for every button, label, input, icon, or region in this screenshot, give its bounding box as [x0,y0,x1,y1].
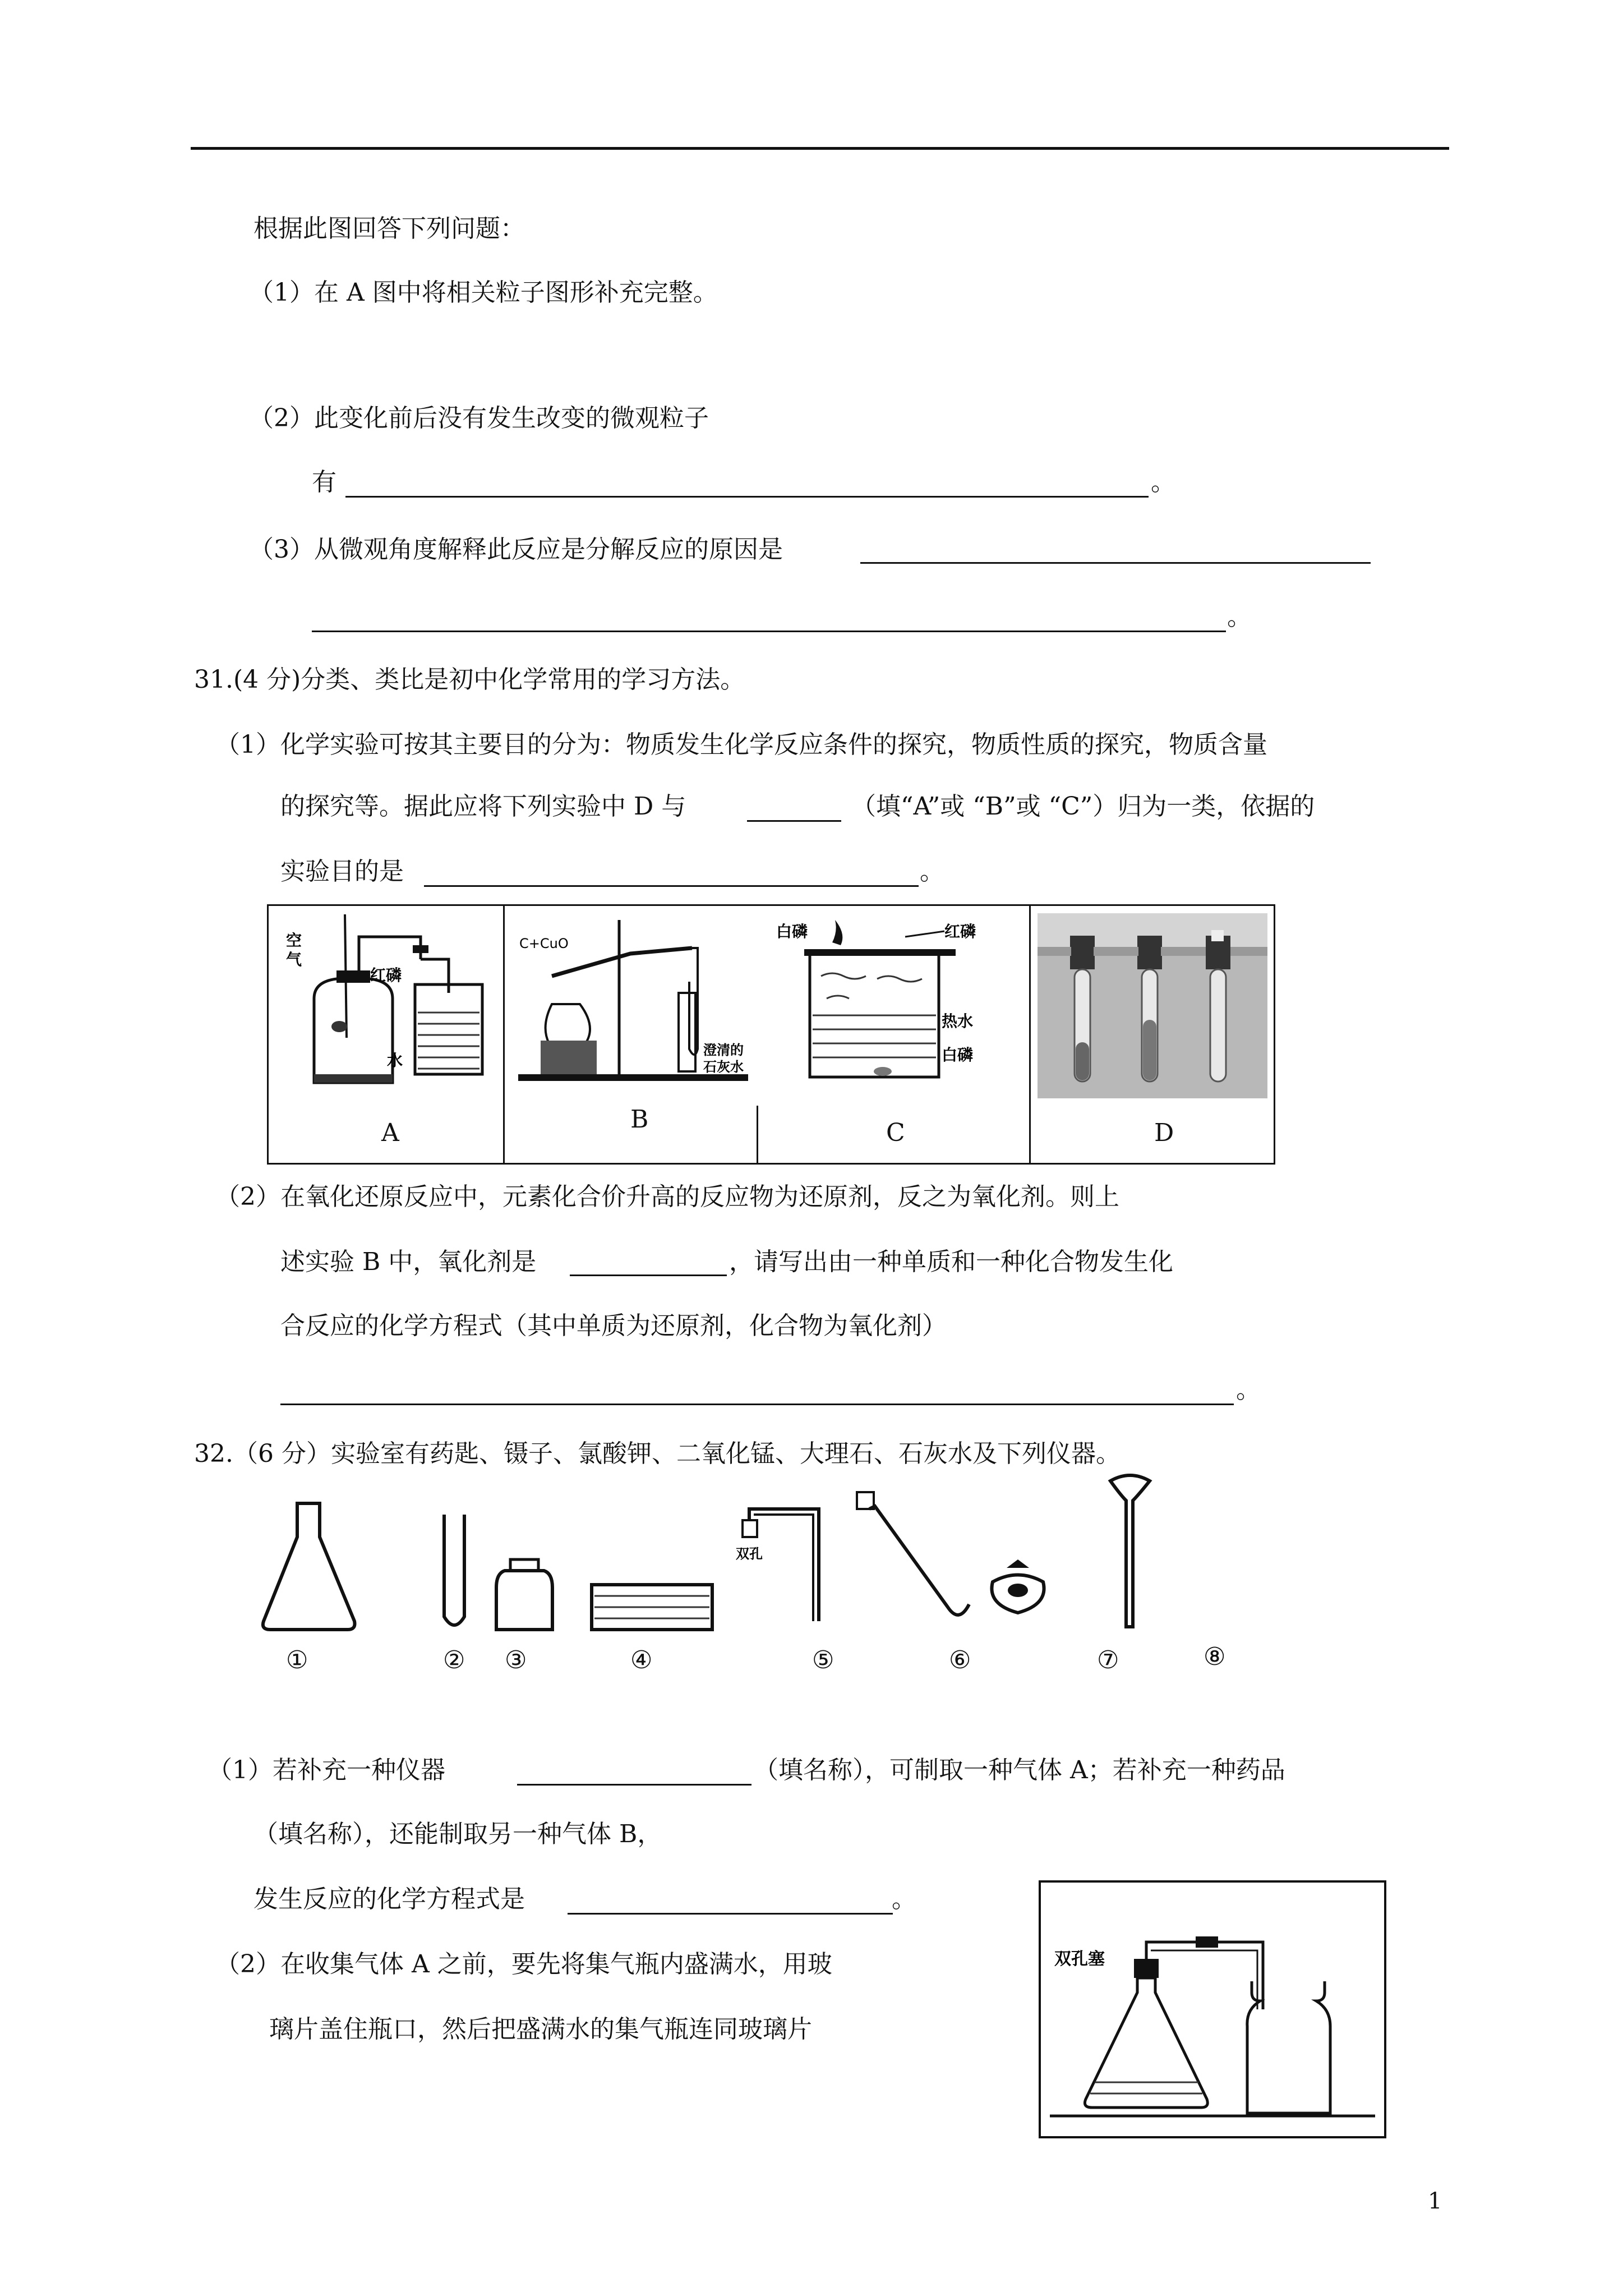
experiment-b-diagram [518,914,754,1088]
q31-part2-line1: （2）在氧化还原反应中，元素化合价升高的反应物为还原剂，反之为氧化剂。则上 [215,1182,1119,1211]
figure-32-drawing [1039,1880,1386,2138]
page-number: 1 [1428,2188,1442,2214]
experiment-d-photo [1038,913,1267,1098]
q31-part1-line2-pre: 的探究等。据此应将下列实验中 D 与 [280,792,686,821]
instrument-label-8: ⑧ [1204,1642,1226,1671]
label-double-hole: 双孔 [736,1546,763,1562]
q32-part1-line1-post: （填名称），可制取一种气体 A；若补充一种药品 [754,1756,1285,1784]
intro-text: 根据此图回答下列问题： [253,214,525,243]
instrument-label-7: ⑦ [1097,1646,1119,1674]
answer-blank-31-1a[interactable] [747,820,841,822]
label-c-cuo: C+CuO [519,936,569,951]
q30-part2-line2: 有 [312,468,336,496]
instrument-label-6: ⑥ [949,1646,971,1674]
period-32-1: 。 [892,1885,916,1913]
cell-label-c: C [886,1119,905,1147]
q30-part2-line1: （2）此变化前后没有发生改变的微观粒子 [249,404,709,432]
q31-part2-line2-pre: 述实验 B 中，氧化剂是 [280,1248,537,1276]
q31-part2-line3: 合反应的化学方程式（其中单质为还原剂，化合物为氧化剂） [280,1312,947,1340]
answer-blank-30-2[interactable] [345,496,1149,498]
instrument-label-1: ① [286,1646,308,1674]
header-rule [191,147,1449,150]
label-red-phosphorus-c: 红磷 [944,922,976,941]
cell-label-d: D [1154,1119,1174,1147]
instrument-label-5: ⑤ [812,1646,834,1674]
q31-part1-line3: 实验目的是 [280,857,404,886]
period-31-2: 。 [1236,1375,1261,1404]
answer-blank-31-2a[interactable] [570,1274,727,1276]
period-30-3: 。 [1227,602,1252,631]
answer-blank-30-3a[interactable] [860,562,1371,564]
instrument-label-3: ③ [505,1646,527,1674]
answer-blank-31-2b[interactable] [280,1404,1234,1405]
instrument-label-4: ④ [630,1646,653,1674]
label-limewater-2: 石灰水 [703,1059,744,1075]
label-red-phosphorus: 红磷 [370,966,402,984]
answer-blank-30-3b[interactable] [312,631,1226,632]
label-white-phosphorus-bottom: 白磷 [942,1046,974,1064]
period-30-2: 。 [1151,468,1175,496]
q32-title: 32.（6 分）实验室有药匙、镊子、氯酸钾、二氧化锰、大理石、石灰水及下列仪器。 [194,1439,1121,1468]
q31-title: 31.(4 分)分类、类比是初中化学常用的学习方法。 [194,665,745,694]
q31-part1-line1: （1）化学实验可按其主要目的分为：物质发生化学反应条件的探究，物质性质的探究，物质含量 [215,730,1267,759]
q32-part1-line1-pre: （1）若补充一种仪器 [208,1756,445,1784]
label-air-1: 空 [286,931,302,950]
cell-label-b: B [630,1105,649,1134]
label-hot-water: 热水 [942,1012,974,1030]
q31-part2-line2-post: ，请写出由一种单质和一种化合物发生化 [729,1248,1173,1276]
q30-part1: （1）在 A 图中将相关粒子图形补充完整。 [249,278,718,307]
label-air-2: 气 [286,950,302,969]
cell-label-a: A [381,1119,399,1147]
instrument-label-2: ② [443,1646,465,1674]
label-water: 水 [387,1051,403,1070]
period-31-1: 。 [920,857,944,886]
answer-blank-32-1a[interactable] [517,1784,751,1786]
experiment-c-diagram [776,914,1012,1094]
answer-blank-31-1b[interactable] [424,885,919,887]
label-white-phosphorus-top: 白磷 [776,922,808,941]
experiment-a-diagram [280,914,494,1105]
answer-blank-32-1b[interactable] [568,1913,893,1915]
label-double-hole-stopper: 双孔塞 [1054,1949,1105,1969]
q32-part1-line3: 发生反应的化学方程式是 [253,1885,525,1913]
label-limewater-1: 澄清的 [703,1042,744,1058]
q32-part1-line2: （填名称），还能制取另一种气体 B， [253,1820,662,1848]
q32-part2-line2: 璃片盖住瓶口，然后把盛满水的集气瓶连同玻璃片 [269,2015,812,2044]
q32-part2-line1: （2）在收集气体 A 之前，要先将集气瓶内盛满水，用玻 [215,1950,832,1978]
q30-part3: （3）从微观角度解释此反应是分解反应的原因是 [249,535,783,564]
q31-part1-line2-post: （填“A”或 “B”或 “C”）归为一类，依据的 [851,792,1315,821]
